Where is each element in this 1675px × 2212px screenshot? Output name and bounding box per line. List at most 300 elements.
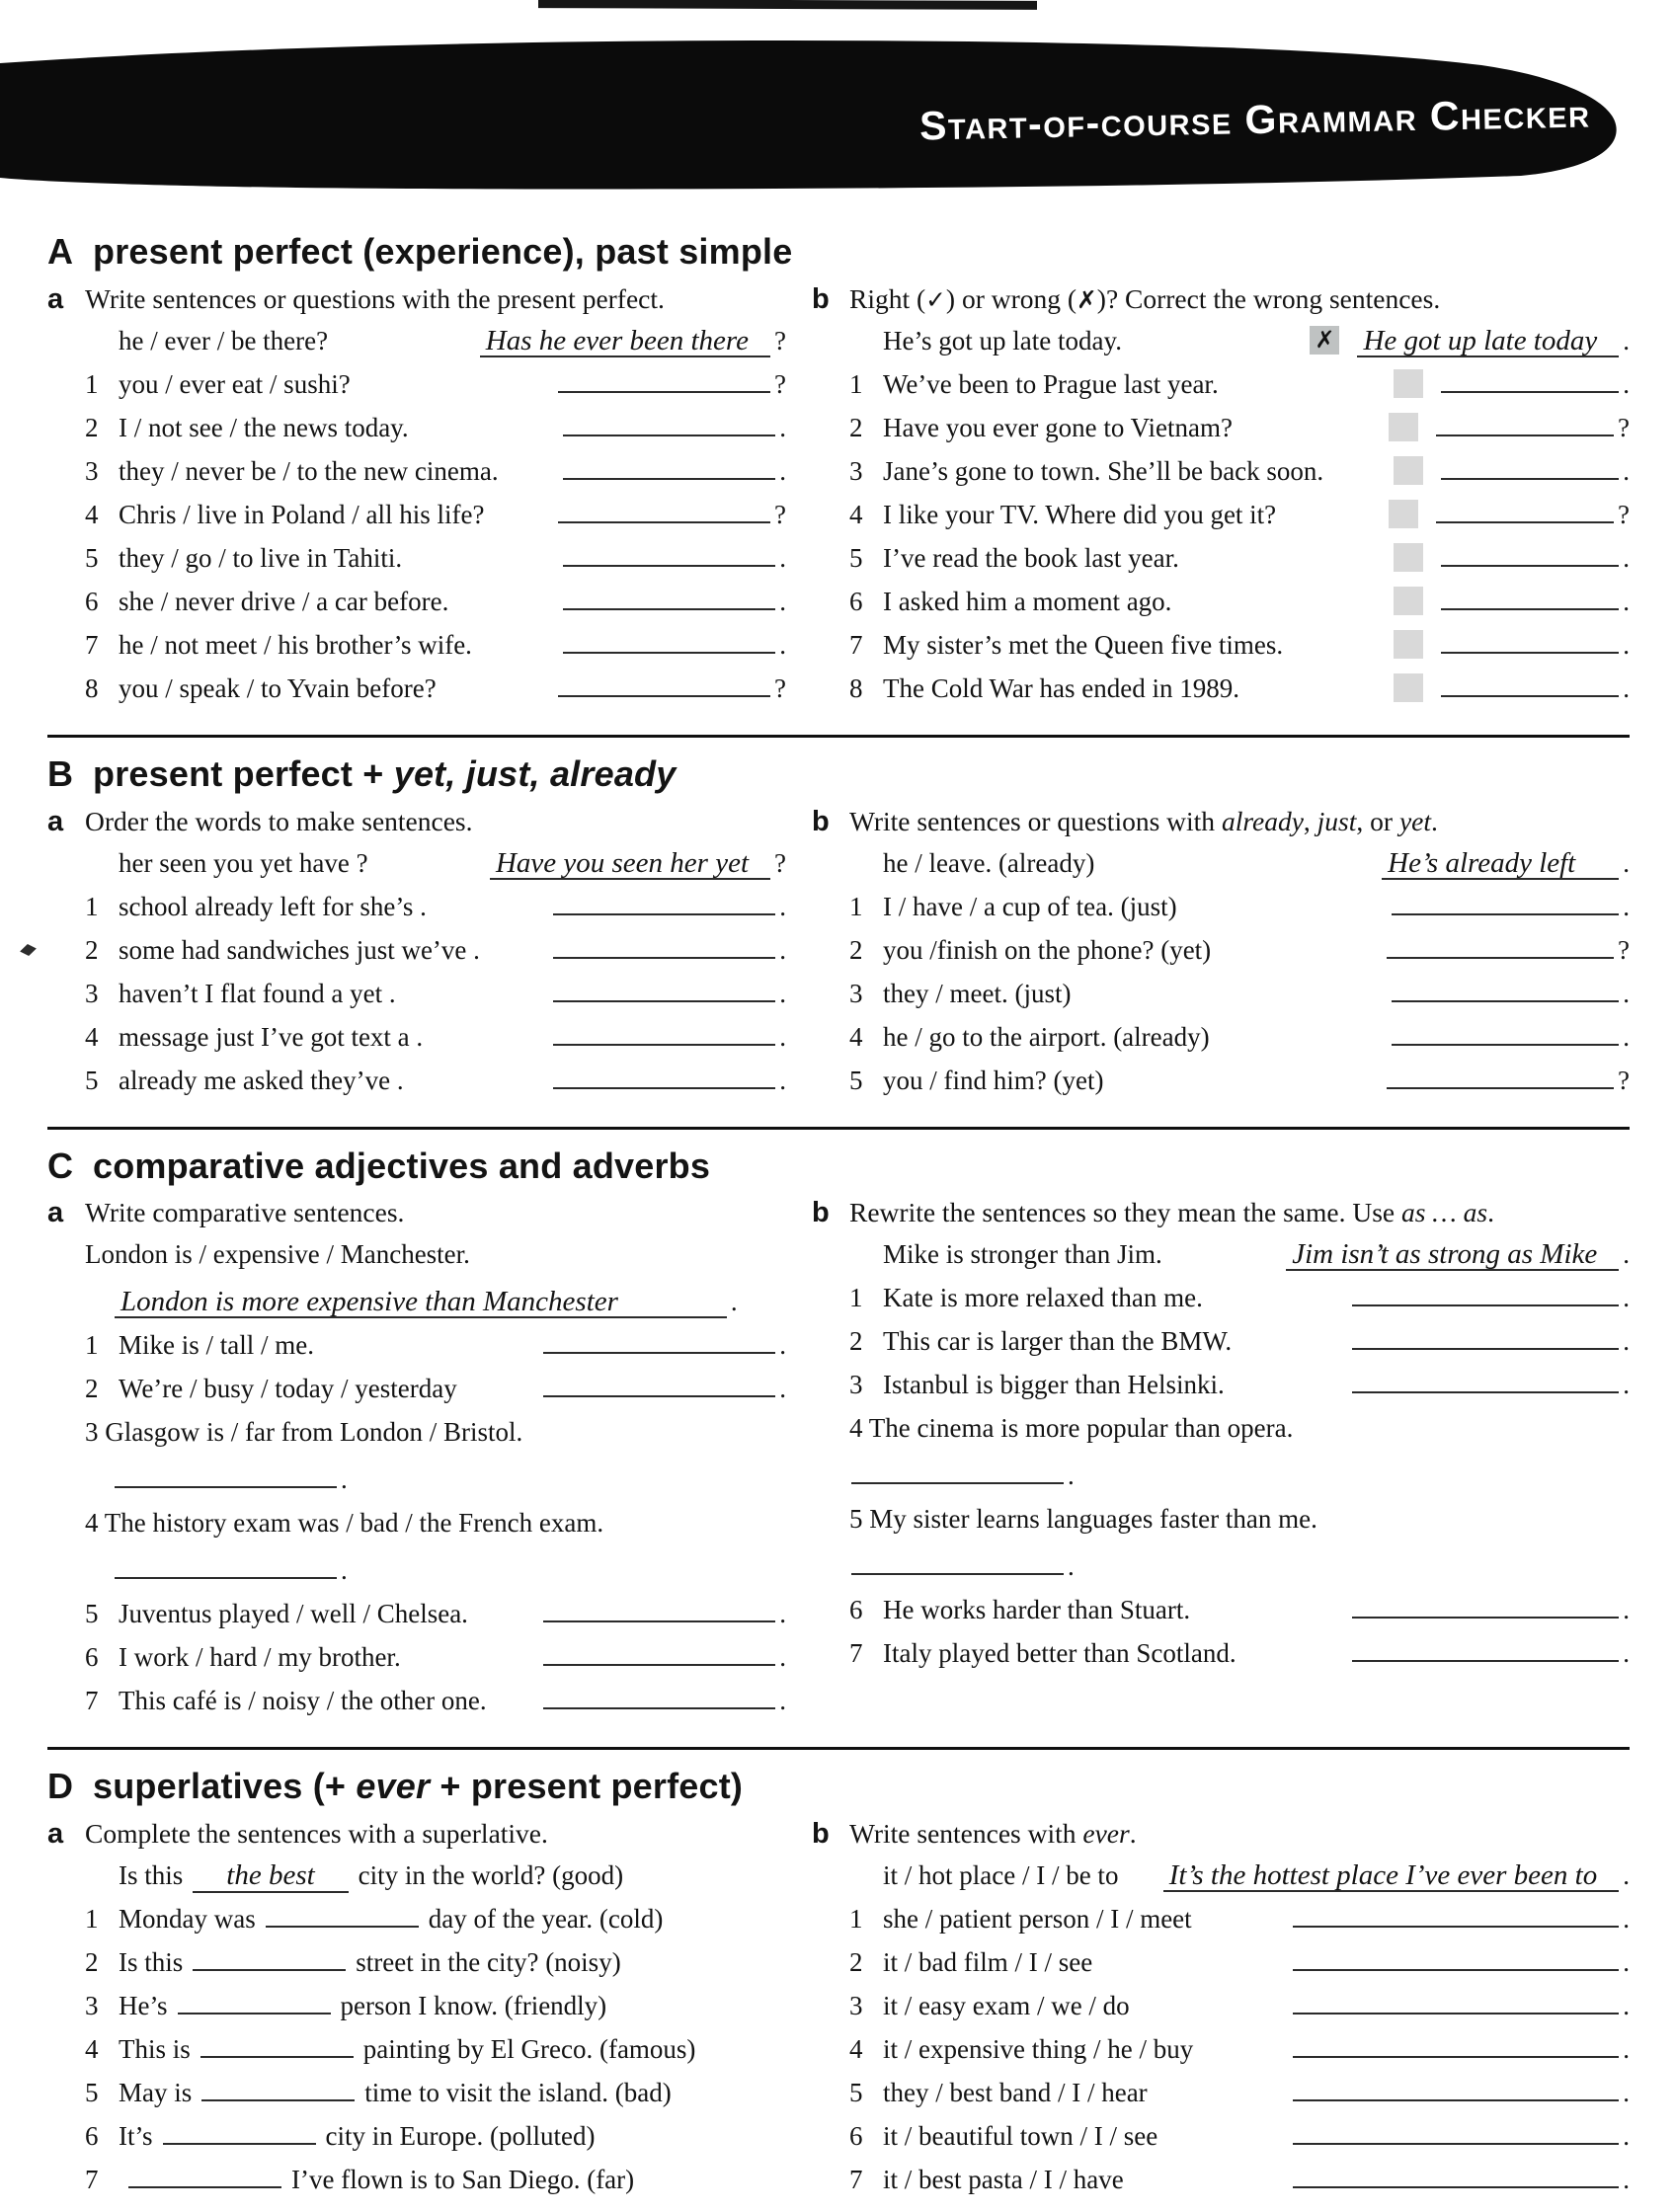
mark-checkbox[interactable] — [1389, 413, 1418, 441]
example-answer: Jim isn’t as strong as Mike — [1286, 1239, 1619, 1271]
answer-area — [466, 322, 786, 359]
item-number: 4 — [849, 1021, 863, 1052]
section-title — [93, 233, 792, 271]
answer-area — [115, 1461, 786, 1498]
end-punctuation: ? — [1618, 934, 1630, 965]
end-punctuation: ? — [1618, 499, 1630, 529]
answer-blank[interactable] — [563, 585, 775, 610]
end-punctuation: . — [1623, 1860, 1630, 1891]
answer-blank[interactable] — [543, 1597, 775, 1622]
item-number: 1 — [85, 1330, 99, 1361]
answer-area — [1380, 452, 1630, 490]
answer-blank[interactable] — [178, 1989, 331, 2014]
answer-area — [1279, 2074, 1630, 2111]
answer-blank[interactable] — [1392, 1020, 1619, 1046]
exercise-label: a — [47, 1818, 64, 1851]
item-prompt: Have you ever gone to Vietnam? — [883, 412, 1234, 442]
item-prompt: they / meet. (just) — [883, 978, 1072, 1008]
answer-blank[interactable] — [851, 1549, 1064, 1575]
mark-checkbox[interactable] — [1394, 369, 1423, 398]
exercise-header — [812, 1196, 1630, 1229]
text-segment: ever — [356, 1766, 431, 1807]
end-punctuation: . — [1623, 629, 1630, 660]
end-punctuation: ? — [1618, 1065, 1630, 1095]
exercise-rows — [85, 1856, 786, 2204]
exercise-rows — [85, 844, 786, 1105]
item-number: 2 — [849, 412, 863, 442]
text-segment: Complete the sentences with a superlative. — [85, 1818, 548, 1850]
exercise-row — [849, 1856, 1630, 1900]
example-answer: Has he ever been there — [480, 326, 770, 357]
end-punctuation: ? — [774, 325, 786, 356]
item-prompt-pre: May is — [119, 2078, 193, 2108]
text-segment: )? Correct the wrong sentences. — [1096, 282, 1441, 314]
exercise-header — [812, 1817, 1630, 1851]
answer-area — [1296, 322, 1630, 359]
exercise-row — [849, 670, 1630, 713]
exercise-row — [85, 1682, 786, 1725]
item-prompt: they / best band / I / hear — [883, 2078, 1148, 2108]
item-prompt-post: painting by El Greco. (famous) — [362, 2034, 696, 2065]
example-answer: Have you seen her yet — [490, 848, 770, 880]
end-punctuation: . — [341, 1464, 348, 1495]
item-prompt-post: I’ve flown is to San Diego. (far) — [291, 2165, 635, 2195]
answer-blank[interactable] — [1352, 1593, 1619, 1619]
answer-blank[interactable] — [563, 411, 775, 436]
answer-area — [1338, 1366, 1630, 1403]
item-prompt: they / go / to live in Tahiti. — [119, 542, 403, 573]
banner — [0, 34, 1651, 199]
end-punctuation: . — [1623, 1370, 1630, 1400]
answer-area — [539, 931, 786, 969]
answer-blank[interactable] — [1441, 367, 1619, 393]
exercise-row — [849, 365, 1630, 409]
end-punctuation: . — [1623, 672, 1630, 703]
answer-area — [1380, 365, 1630, 403]
item-prompt: I’ve read the book last year. — [883, 542, 1179, 573]
answer-blank[interactable] — [1293, 2032, 1619, 2058]
exercise-row — [849, 844, 1630, 888]
end-punctuation: . — [1623, 542, 1630, 573]
item-prompt-pre: Is this — [119, 1860, 184, 1891]
grammar-section — [47, 735, 1630, 1105]
mark-checkbox[interactable]: ✗ — [1310, 326, 1339, 355]
answer-area — [1380, 583, 1630, 620]
item-prompt: I like your TV. Where did you get it? — [883, 499, 1277, 529]
exercise-row — [849, 1062, 1630, 1105]
item-prompt: haven’t I flat found a yet . — [119, 978, 396, 1008]
item-prompt: her seen you yet have ? — [119, 847, 368, 878]
end-punctuation: . — [1623, 978, 1630, 1008]
answer-blank[interactable] — [1387, 1064, 1614, 1089]
end-punctuation: . — [779, 542, 786, 573]
item-prompt: Mike is stronger than Jim. — [883, 1239, 1162, 1270]
answer-area — [115, 1283, 786, 1320]
exercise-column — [47, 1817, 786, 2204]
item-number: 2 — [85, 1374, 99, 1404]
exercise-row — [85, 365, 786, 409]
section-title — [93, 752, 677, 794]
end-punctuation: . — [1623, 1991, 1630, 2021]
end-punctuation: . — [1623, 368, 1630, 399]
item-prompt: school already left for she’s . — [119, 891, 427, 921]
exercise-row — [849, 931, 1630, 975]
mark-checkbox[interactable] — [1394, 587, 1423, 615]
item-prompt: message just I’ve got text a . — [119, 1021, 424, 1052]
end-punctuation: . — [1623, 2034, 1630, 2065]
answer-area — [539, 888, 786, 925]
answer-blank[interactable] — [266, 1902, 419, 1928]
mark-checkbox[interactable] — [1394, 543, 1423, 572]
item-number: 6 — [849, 1595, 863, 1625]
section-heading — [47, 1768, 1630, 1805]
item-prompt: she / never drive / a car before. — [119, 586, 449, 616]
mark-checkbox[interactable] — [1394, 456, 1423, 485]
exercise-row — [85, 626, 786, 670]
end-punctuation: . — [779, 412, 786, 442]
exercise-column — [47, 1196, 786, 1725]
item-number: 5 — [85, 1599, 99, 1629]
item-prompt: This café is / noisy / the other one. — [119, 1686, 487, 1716]
exercise-instruction — [85, 1196, 404, 1228]
text-segment: Right ( — [849, 282, 926, 314]
item-number: 5 — [85, 542, 99, 573]
mark-checkbox[interactable] — [1394, 630, 1423, 659]
page-title: Start-of-course Grammar Checker — [918, 90, 1591, 149]
item-prompt: My sister learns languages faster than me. — [869, 1504, 1317, 1535]
item-number: 3 — [849, 978, 863, 1008]
exercise-row — [85, 1943, 786, 1987]
exercise-row — [849, 1018, 1630, 1062]
exercise-row — [849, 1634, 1630, 1678]
exercise-row — [85, 670, 786, 713]
answer-blank[interactable] — [563, 541, 775, 567]
end-punctuation: . — [1068, 1551, 1075, 1582]
text-segment: + present perfect) — [430, 1766, 744, 1807]
item-prompt: you / speak / to Yvain before? — [119, 672, 437, 703]
item-prompt: he / not meet / his brother’s wife. — [119, 629, 472, 660]
answer-blank[interactable] — [558, 498, 770, 523]
exercise-rows — [85, 322, 786, 713]
section-letter: C — [47, 1145, 74, 1186]
exercise-label: b — [812, 1197, 830, 1229]
section-heading — [47, 1147, 1630, 1185]
answer-blank[interactable] — [163, 2119, 316, 2145]
answer-blank[interactable] — [115, 1462, 337, 1488]
exercise-row — [849, 452, 1630, 496]
item-prompt-pre: It’s — [119, 2121, 153, 2152]
answer-area — [1373, 1062, 1630, 1099]
exercise-column — [812, 1817, 1630, 2204]
answer-area — [529, 1638, 786, 1676]
answer-blank[interactable] — [553, 933, 775, 959]
exercise-header — [47, 282, 786, 316]
exercise-row — [85, 1062, 786, 1105]
item-number: 1 — [85, 368, 99, 399]
item-number: 3 — [85, 1417, 99, 1448]
answer-area — [1150, 1856, 1630, 1894]
item-prompt: I / have / a cup of tea. (just) — [883, 891, 1177, 921]
answer-blank[interactable] — [193, 1945, 346, 1971]
item-prompt-pre: Monday was — [119, 1904, 256, 1935]
section-heading — [47, 233, 1630, 271]
answer-area — [851, 1457, 1630, 1494]
item-number: 5 — [849, 1504, 863, 1535]
item-prompt: I asked him a moment ago. — [883, 586, 1172, 616]
section-heading — [47, 752, 1630, 794]
answer-area — [1378, 1018, 1630, 1056]
answer-blank[interactable] — [543, 1684, 775, 1709]
item-prompt-post: city in Europe. (polluted) — [325, 2121, 596, 2152]
answer-blank[interactable] — [1441, 672, 1619, 697]
answer-blank[interactable] — [1441, 628, 1619, 654]
answer-area — [1279, 2117, 1630, 2155]
exercise-row — [849, 1235, 1630, 1279]
exercise-rows — [849, 322, 1630, 713]
item-prompt: Jane’s gone to town. She’ll be back soon. — [883, 455, 1324, 486]
answer-blank[interactable] — [1293, 2076, 1619, 2101]
end-punctuation: . — [779, 455, 786, 486]
answer-area — [1338, 1634, 1630, 1672]
exercise-row — [849, 322, 1630, 365]
item-number: 2 — [849, 1947, 863, 1978]
item-prompt: Italy played better than Scotland. — [883, 1638, 1236, 1669]
text-segment: Order the words to make sentences. — [85, 805, 473, 836]
item-number: 3 — [849, 1370, 863, 1400]
answer-blank[interactable] — [1352, 1281, 1619, 1306]
answer-area — [529, 1595, 786, 1632]
answer-area — [549, 583, 786, 620]
answer-blank[interactable] — [1441, 454, 1619, 480]
section-columns — [47, 282, 1630, 713]
answer-blank[interactable] — [1392, 977, 1619, 1002]
item-number: 5 — [85, 2078, 99, 2108]
answer-area — [539, 1062, 786, 1099]
end-punctuation: . — [1623, 1021, 1630, 1052]
item-prompt: He’s got up late today. — [883, 325, 1122, 356]
exercise-row — [849, 2030, 1630, 2074]
item-prompt: The Cold War has ended in 1989. — [883, 672, 1240, 703]
item-number: 7 — [85, 1686, 99, 1716]
end-punctuation: ? — [774, 672, 786, 703]
exercise-row — [849, 1409, 1630, 1494]
answer-blank[interactable] — [1293, 1902, 1619, 1928]
end-punctuation: . — [779, 1686, 786, 1716]
end-punctuation: . — [730, 1287, 738, 1317]
item-number: 1 — [85, 1904, 99, 1935]
answer-blank[interactable] — [553, 1020, 775, 1046]
example-answer: He’s already left — [1382, 848, 1619, 880]
item-number: 2 — [85, 934, 99, 965]
end-punctuation: . — [1623, 1283, 1630, 1313]
item-number: 8 — [85, 672, 99, 703]
item-number: 6 — [849, 2121, 863, 2152]
example-answer: He got up late today — [1357, 326, 1619, 357]
answer-blank[interactable] — [563, 454, 775, 480]
mark-checkbox[interactable] — [1394, 673, 1423, 702]
answer-blank[interactable] — [200, 2032, 354, 2058]
exercise-column — [812, 805, 1630, 1105]
answer-blank[interactable] — [1293, 1989, 1619, 2014]
exercise-row — [85, 583, 786, 626]
answer-area — [529, 1326, 786, 1364]
item-prompt: it / bad film / I / see — [883, 1947, 1093, 1978]
answer-blank[interactable] — [128, 2163, 281, 2188]
answer-area — [1338, 1322, 1630, 1360]
sections — [47, 225, 1630, 2204]
answer-blank[interactable] — [543, 1640, 775, 1666]
item-number: 4 — [85, 2034, 99, 2065]
exercise-instruction — [849, 805, 1438, 837]
end-punctuation: . — [1623, 2165, 1630, 2195]
item-number: 8 — [849, 672, 863, 703]
answer-blank[interactable] — [1352, 1636, 1619, 1662]
end-punctuation: . — [1623, 455, 1630, 486]
answer-area — [1375, 496, 1630, 533]
section-columns — [47, 805, 1630, 1105]
end-punctuation: ? — [774, 847, 786, 878]
answer-blank[interactable] — [563, 628, 775, 654]
end-punctuation: . — [1623, 1947, 1630, 1978]
item-number: 3 — [85, 455, 99, 486]
item-prompt: This car is larger than the BMW. — [883, 1326, 1233, 1357]
answer-area — [1279, 1943, 1630, 1981]
answer-area — [1378, 975, 1630, 1012]
item-prompt: Kate is more relaxed than me. — [883, 1283, 1203, 1313]
answer-area — [544, 670, 786, 707]
exercise-row — [849, 1500, 1630, 1585]
answer-blank[interactable] — [543, 1372, 775, 1397]
answer-blank[interactable] — [115, 1553, 337, 1579]
scan-mark — [19, 942, 38, 958]
item-prompt: We’ve been to Prague last year. — [883, 368, 1219, 399]
answer-blank[interactable] — [558, 672, 770, 697]
text-segment: comparative adjectives and adverbs — [93, 1145, 711, 1186]
item-number: 1 — [849, 1904, 863, 1935]
exercise-row — [85, 1413, 786, 1498]
exercise-instruction — [849, 282, 1440, 315]
item-prompt-post: city in the world? (good) — [358, 1860, 624, 1891]
exercise-rows — [85, 1235, 786, 1725]
answer-blank[interactable] — [1436, 498, 1614, 523]
exercise-label: a — [47, 282, 64, 315]
mark-checkbox[interactable] — [1389, 500, 1418, 528]
item-number: 2 — [85, 412, 99, 442]
answer-area — [115, 1551, 786, 1589]
answer-blank[interactable] — [1387, 933, 1614, 959]
end-punctuation: . — [779, 1330, 786, 1361]
exercise-row — [85, 1638, 786, 1682]
exercise-column — [47, 282, 786, 713]
answer-area — [539, 1018, 786, 1056]
end-punctuation: . — [1623, 1326, 1630, 1357]
item-number: 2 — [849, 1326, 863, 1357]
answer-blank[interactable] — [1293, 1945, 1619, 1971]
exercise-instruction — [85, 282, 665, 315]
exercise-row — [85, 2074, 786, 2117]
end-punctuation: . — [779, 934, 786, 965]
exercise-row — [85, 888, 786, 931]
answer-blank[interactable] — [553, 1064, 775, 1089]
exercise-label: b — [812, 805, 830, 837]
item-number: 2 — [849, 934, 863, 965]
end-punctuation: ? — [774, 499, 786, 529]
answer-blank[interactable] — [1441, 585, 1619, 610]
item-number: 6 — [85, 586, 99, 616]
item-number: 3 — [85, 978, 99, 1008]
answer-blank[interactable] — [1352, 1324, 1619, 1350]
item-number: 7 — [849, 2165, 863, 2195]
section-letter: B — [47, 752, 74, 794]
item-number: 5 — [849, 542, 863, 573]
item-prompt-post: day of the year. (cold) — [428, 1904, 664, 1935]
answer-blank[interactable] — [851, 1459, 1064, 1484]
answer-area — [1378, 888, 1630, 925]
answer-blank[interactable] — [1293, 2163, 1619, 2188]
answer-area — [1380, 670, 1630, 707]
text-segment: , or — [1356, 805, 1399, 836]
answer-blank[interactable] — [201, 2076, 355, 2101]
item-number: 4 — [85, 499, 99, 529]
answer-blank[interactable] — [1293, 2119, 1619, 2145]
exercise-column — [812, 1196, 1630, 1678]
item-number: 3 — [849, 455, 863, 486]
exercise-row — [849, 626, 1630, 670]
item-prompt: it / best pasta / I / have — [883, 2165, 1124, 2195]
section-letter: D — [47, 1766, 74, 1807]
answer-blank[interactable] — [543, 1328, 775, 1354]
item-number: 4 — [85, 1021, 99, 1052]
exercise-row — [85, 1900, 786, 1943]
item-prompt: he / ever / be there? — [119, 325, 329, 356]
exercise-column — [812, 282, 1630, 713]
answer-blank[interactable] — [1441, 541, 1619, 567]
item-prompt: it / hot place / I / be to — [883, 1860, 1119, 1891]
end-punctuation: . — [779, 586, 786, 616]
item-number: 1 — [849, 891, 863, 921]
item-number: 2 — [85, 1947, 99, 1978]
item-prompt: you /finish on the phone? (yet) — [883, 934, 1212, 965]
exercise-row — [849, 409, 1630, 452]
answer-area — [1338, 1279, 1630, 1316]
text-segment: ✗ — [1077, 284, 1097, 314]
text-segment: Write sentences or questions with the present perfect. — [85, 282, 665, 314]
text-segment: present perfect + — [93, 752, 394, 794]
answer-blank[interactable] — [553, 890, 775, 915]
inline-gap — [193, 1943, 346, 1981]
item-prompt: We’re / busy / today / yesterday — [119, 1374, 457, 1404]
answer-blank[interactable] — [1352, 1368, 1619, 1393]
answer-blank[interactable] — [1436, 411, 1614, 436]
answer-blank[interactable] — [558, 367, 770, 393]
exercise-instruction — [849, 1817, 1137, 1850]
answer-area — [544, 365, 786, 403]
answer-area — [1375, 409, 1630, 446]
item-prompt: some had sandwiches just we’ve . — [119, 934, 480, 965]
exercise-header — [812, 282, 1630, 316]
answer-blank[interactable] — [553, 977, 775, 1002]
answer-area — [851, 1547, 1630, 1585]
text-segment: ) or wrong ( — [945, 282, 1077, 314]
item-number: 6 — [849, 586, 863, 616]
item-prompt: it / easy exam / we / do — [883, 1991, 1130, 2021]
section-title — [93, 1147, 710, 1185]
item-prompt: I work / hard / my brother. — [119, 1642, 401, 1673]
exercise-row — [85, 1504, 786, 1589]
example-answer: It’s the hottest place I’ve ever been to — [1163, 1860, 1620, 1892]
answer-blank[interactable] — [1392, 890, 1619, 915]
exercise-label: b — [812, 282, 830, 315]
